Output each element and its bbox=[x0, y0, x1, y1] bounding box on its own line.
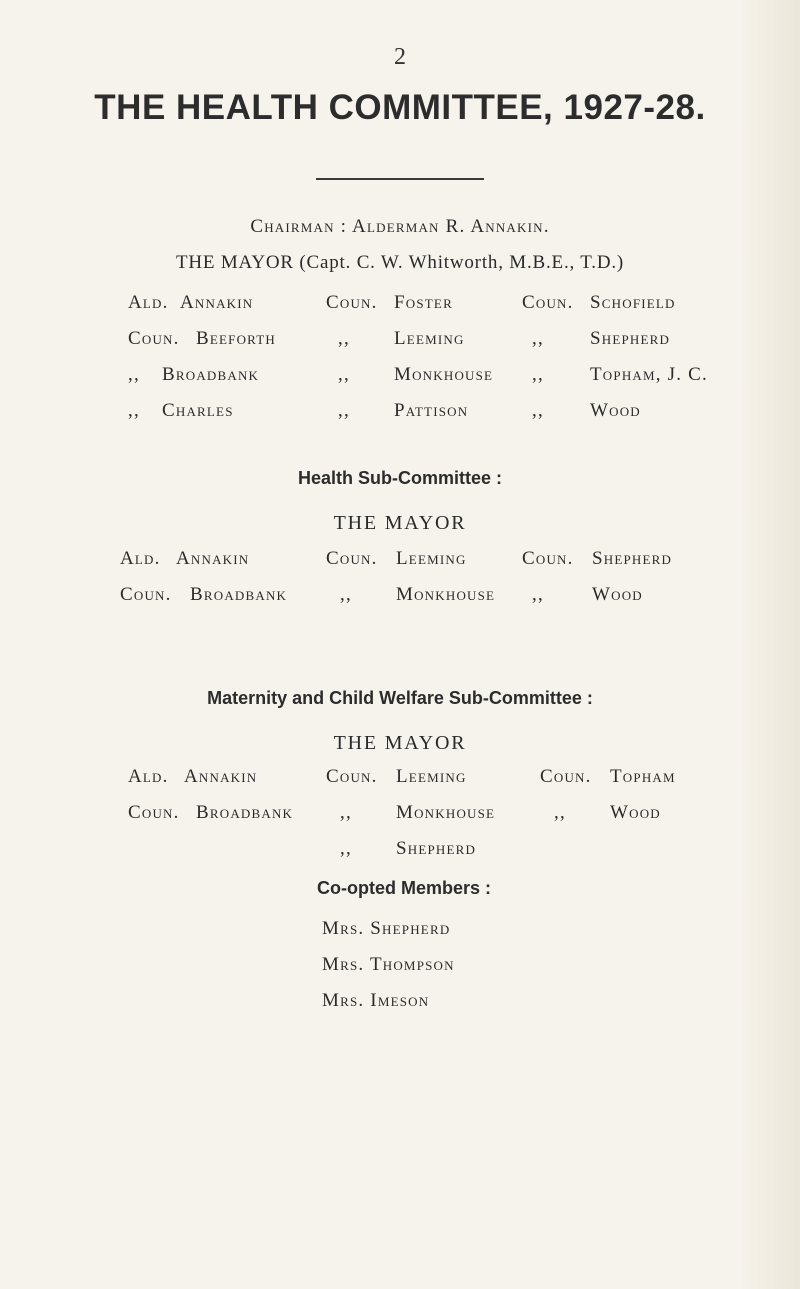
member-entry bbox=[326, 292, 493, 328]
member-prefix: ,, bbox=[338, 328, 350, 349]
member-name: Annakin bbox=[176, 548, 250, 569]
member-entry bbox=[522, 292, 708, 328]
member-name: Charles bbox=[162, 400, 234, 421]
member-name: Broadbank bbox=[196, 802, 294, 823]
title-rule bbox=[316, 178, 484, 180]
member-name: Annakin bbox=[184, 766, 258, 787]
member-name: Monkhouse bbox=[396, 584, 496, 605]
maternity-sub-mayor: THE MAYOR bbox=[333, 732, 467, 754]
member-entry bbox=[326, 400, 493, 436]
member-prefix: Coun. bbox=[326, 548, 378, 569]
member-prefix: Coun. bbox=[128, 328, 180, 349]
member-entry bbox=[326, 548, 495, 584]
member-prefix: Ald. bbox=[120, 548, 161, 569]
member-entry bbox=[128, 328, 276, 364]
co-opted-member: Mrs. Thompson bbox=[322, 954, 455, 975]
member-entry bbox=[522, 548, 672, 584]
member-entry bbox=[120, 584, 287, 620]
health-sub-column-2 bbox=[326, 548, 495, 620]
member-prefix: ,, bbox=[340, 584, 352, 605]
maternity-sub-column-2 bbox=[326, 766, 495, 874]
co-opted-members-list bbox=[322, 918, 455, 1026]
member-prefix: ,, bbox=[532, 584, 544, 605]
member-prefix: Coun. bbox=[326, 292, 378, 313]
member-name: Wood bbox=[590, 400, 641, 421]
member-prefix: ,, bbox=[532, 400, 544, 421]
member-prefix: Coun. bbox=[540, 766, 592, 787]
co-opted-member: Mrs. Imeson bbox=[322, 990, 430, 1011]
co-opted-member: Mrs. Shepherd bbox=[322, 918, 451, 939]
member-entry bbox=[128, 364, 276, 400]
member-name: Topham, J. C. bbox=[590, 364, 708, 385]
member-list-column-2 bbox=[326, 292, 493, 436]
member-entry bbox=[326, 364, 493, 400]
health-sub-column-3 bbox=[522, 548, 672, 620]
member-name: Wood bbox=[610, 802, 661, 823]
page-edge-shading bbox=[740, 0, 800, 1289]
member-prefix: Coun. bbox=[326, 766, 378, 787]
maternity-sub-column-1 bbox=[128, 766, 293, 838]
member-name: Monkhouse bbox=[394, 364, 494, 385]
member-entry bbox=[128, 400, 276, 436]
member-prefix: ,, bbox=[338, 364, 350, 385]
member-entry bbox=[128, 292, 276, 328]
member-entry bbox=[522, 584, 672, 620]
member-list-column-1 bbox=[128, 292, 276, 436]
member-prefix: Coun. bbox=[128, 802, 180, 823]
member-list-column-3 bbox=[522, 292, 708, 436]
member-entry bbox=[326, 328, 493, 364]
member-name: Beeforth bbox=[196, 328, 276, 349]
member-name: Schofield bbox=[590, 292, 676, 313]
member-entry bbox=[128, 766, 293, 802]
member-prefix: ,, bbox=[128, 364, 140, 385]
member-name: Shepherd bbox=[592, 548, 673, 569]
member-prefix: ,, bbox=[532, 328, 544, 349]
member-name: Shepherd bbox=[396, 838, 477, 859]
health-sub-column-1 bbox=[120, 548, 287, 620]
member-entry bbox=[120, 548, 287, 584]
member-entry bbox=[326, 766, 495, 802]
page-number: 2 bbox=[394, 44, 406, 70]
member-name: Pattison bbox=[394, 400, 469, 421]
health-sub-committee-heading: Health Sub-Committee : bbox=[297, 468, 502, 488]
member-prefix: ,, bbox=[340, 838, 352, 859]
member-name: Topham bbox=[610, 766, 676, 787]
member-name: Broadbank bbox=[190, 584, 288, 605]
member-entry bbox=[522, 400, 708, 436]
member-name: Shepherd bbox=[590, 328, 671, 349]
mayor-line: THE MAYOR (Capt. C. W. Whitworth, M.B.E., T.D.) bbox=[175, 252, 625, 273]
member-prefix: ,, bbox=[128, 400, 140, 421]
health-sub-mayor: THE MAYOR bbox=[333, 512, 467, 534]
maternity-sub-column-3 bbox=[540, 766, 676, 838]
member-entry bbox=[326, 584, 495, 620]
page-title: THE HEALTH COMMITTEE, 1927-28. bbox=[94, 88, 706, 127]
member-entry bbox=[326, 802, 495, 838]
member-prefix: Coun. bbox=[522, 292, 574, 313]
maternity-sub-committee-heading: Maternity and Child Welfare Sub-Committee : bbox=[207, 688, 593, 708]
member-prefix: Ald. bbox=[128, 766, 169, 787]
member-prefix: ,, bbox=[338, 400, 350, 421]
member-name: Monkhouse bbox=[396, 802, 496, 823]
member-name: Leeming bbox=[396, 548, 467, 569]
member-name: Broadbank bbox=[162, 364, 260, 385]
co-opted-members-heading: Co-opted Members : bbox=[317, 878, 492, 898]
member-prefix: ,, bbox=[340, 802, 352, 823]
member-name: Leeming bbox=[396, 766, 467, 787]
member-prefix: Ald. bbox=[128, 292, 169, 313]
member-entry bbox=[540, 766, 676, 802]
member-prefix: ,, bbox=[532, 364, 544, 385]
member-entry bbox=[540, 802, 676, 838]
member-prefix: Coun. bbox=[120, 584, 172, 605]
chairman-line: Chairman : Alderman R. Annakin. bbox=[250, 216, 550, 237]
member-name: Foster bbox=[394, 292, 453, 313]
member-name: Annakin bbox=[180, 292, 254, 313]
member-entry bbox=[128, 802, 293, 838]
member-prefix: Coun. bbox=[522, 548, 574, 569]
member-entry bbox=[326, 838, 495, 874]
member-entry bbox=[522, 364, 708, 400]
member-entry bbox=[522, 328, 708, 364]
member-name: Wood bbox=[592, 584, 643, 605]
member-prefix: ,, bbox=[554, 802, 566, 823]
member-name: Leeming bbox=[394, 328, 465, 349]
